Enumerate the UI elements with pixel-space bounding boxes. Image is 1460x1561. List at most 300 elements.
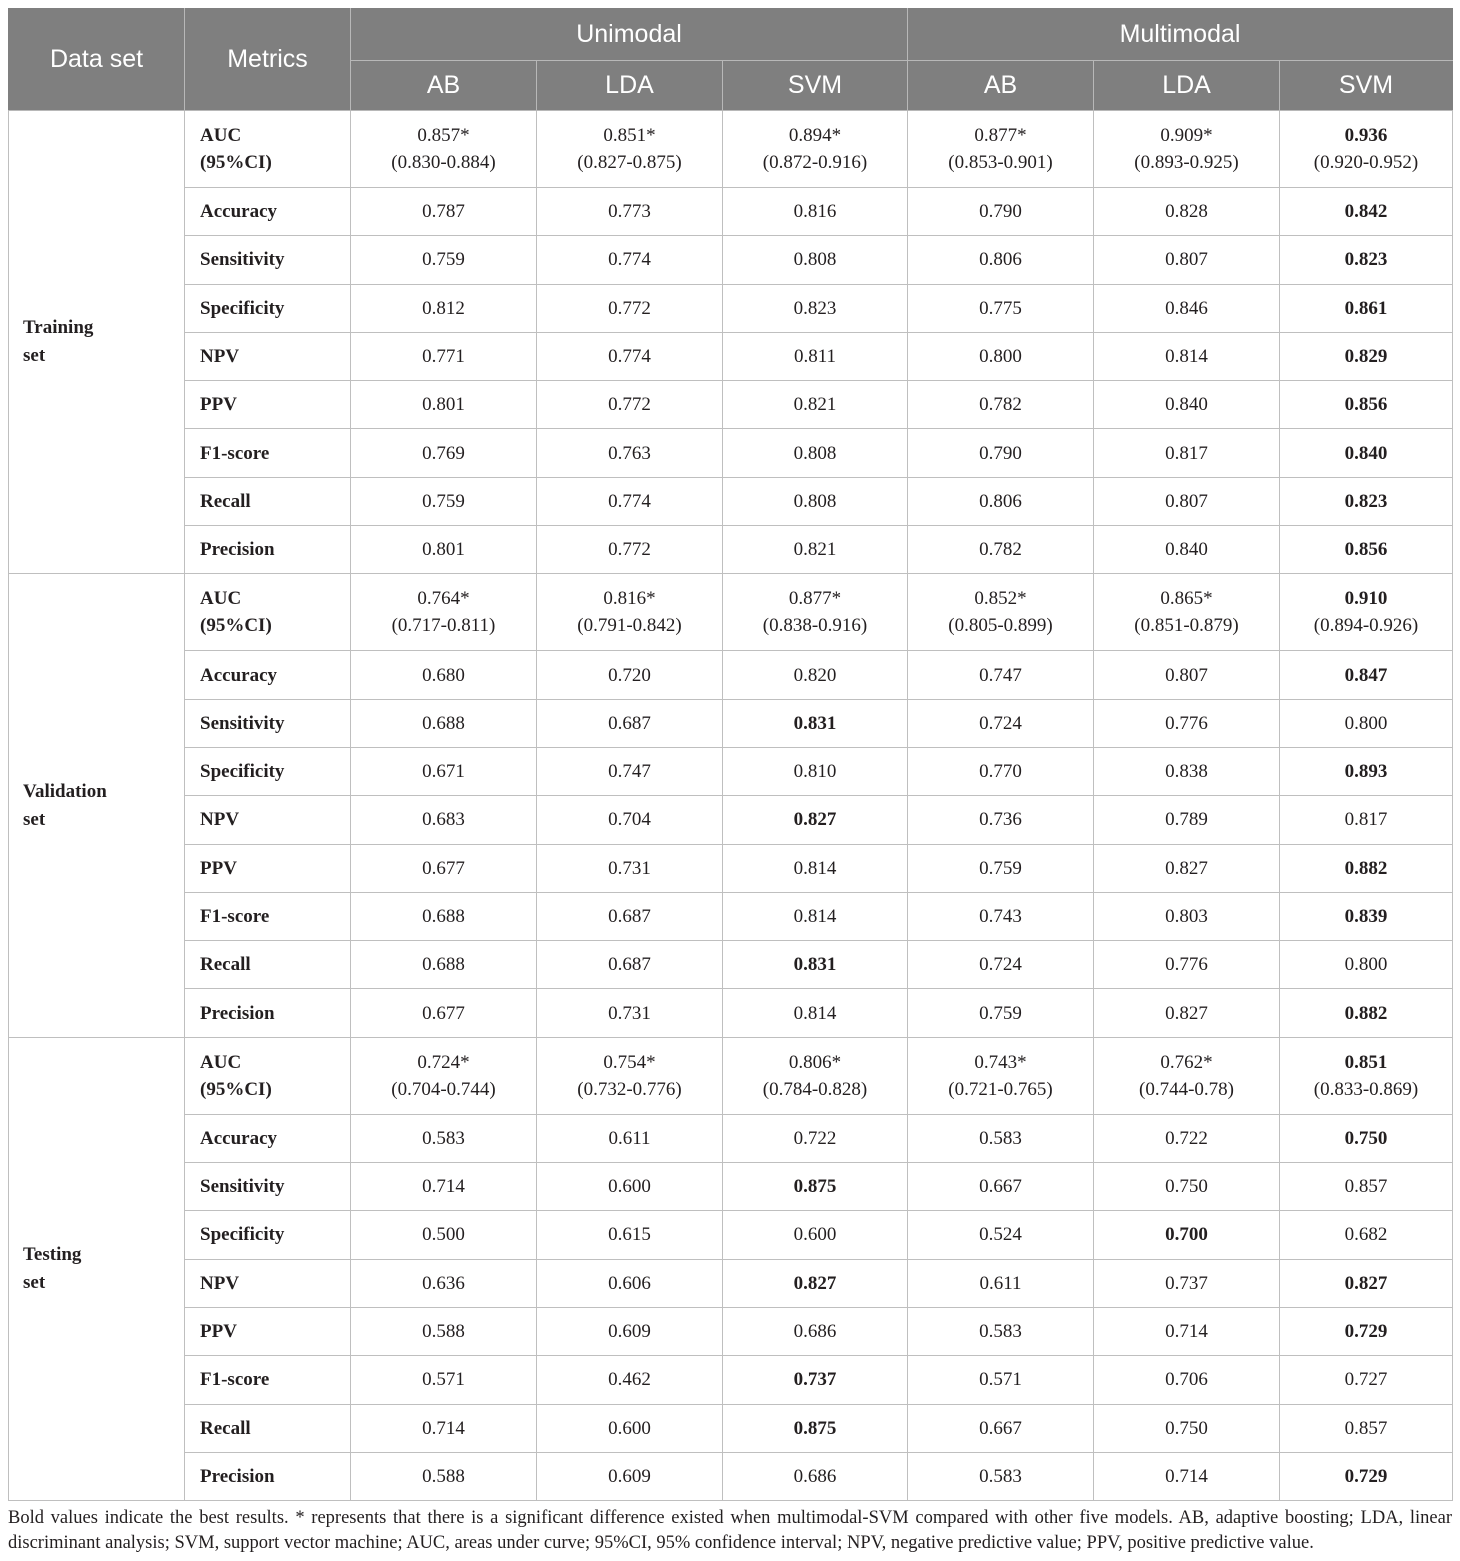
multimodal-svm-value: 0.936 [1344,125,1388,146]
header-unimodal-ab: AB [351,61,537,111]
multimodal-ab-cell [908,989,1094,1037]
multimodal-lda-value: 0.807 [1165,490,1208,512]
unimodal-ab-value: 0.680 [422,664,465,686]
unimodal-ab-cell [351,892,537,940]
multimodal-lda-value: 0.776 [1165,712,1208,734]
unimodal-svm-value: 0.810 [793,761,837,783]
unimodal-ab-cell [351,236,537,284]
multimodal-ab-cell [908,429,1094,477]
unimodal-ab-value: 0.583 [422,1127,465,1149]
metric-label: Precision [200,539,275,561]
multimodal-ab-value: 0.790 [979,201,1022,223]
unimodal-svm-value: 0.686 [793,1465,837,1487]
multimodal-svm-value: 0.800 [1344,712,1388,734]
metric-label: Precision [200,1002,275,1024]
metric-label: Sensitivity [200,712,285,734]
multimodal-svm-value: 0.851 [1344,1051,1388,1073]
multimodal-svm-value: 0.856 [1344,539,1388,561]
multimodal-lda-ci: (0.744-0.78) [1139,1078,1234,1100]
unimodal-lda-cell [537,989,723,1037]
unimodal-ab-cell [351,651,537,699]
unimodal-ab-value: 0.759 [422,249,465,271]
metric-label: Recall [200,1417,251,1439]
unimodal-lda-cell [537,381,723,429]
metric-cell [185,1307,351,1355]
unimodal-lda-value: 0.772 [608,297,651,319]
multimodal-svm-cell [1280,1452,1453,1500]
unimodal-ab-cell [351,574,537,651]
unimodal-svm-cell [723,1404,908,1452]
unimodal-svm-cell [723,381,908,429]
unimodal-svm-value: 0.877* [788,588,842,610]
dataset-label: Validation set [23,780,107,830]
metric-cell [185,574,351,651]
unimodal-svm-cell [723,1037,908,1114]
multimodal-svm-cell [1280,651,1453,699]
multimodal-lda-value: 0.840 [1165,539,1208,561]
multimodal-lda-value: 0.814 [1165,346,1208,368]
metric-label: AUC [200,1051,242,1073]
multimodal-ab-value: 0.775 [979,297,1022,319]
unimodal-ab-value: 0.801 [422,394,465,416]
multimodal-svm-value: 0.750 [1344,1127,1388,1149]
unimodal-ab-value: 0.671 [422,761,465,783]
multimodal-svm-value: 0.857 [1344,1176,1388,1198]
multimodal-lda-value: 0.846 [1165,297,1208,319]
unimodal-svm-value: 0.808 [793,249,837,271]
metric-label: Recall [200,490,251,512]
metric-note: (95%CI) [200,1078,272,1100]
metric-cell [185,1211,351,1259]
unimodal-svm-cell [723,332,908,380]
unimodal-ab-value: 0.759 [422,490,465,512]
multimodal-ab-cell [908,1211,1094,1259]
table-row [9,1259,1453,1307]
unimodal-svm-value: 0.823 [793,297,837,319]
unimodal-lda-cell [537,651,723,699]
metric-label: Specificity [200,297,285,319]
unimodal-svm-cell [723,1307,908,1355]
unimodal-lda-value: 0.774 [608,490,651,512]
header-unimodal-lda: LDA [537,61,723,111]
unimodal-lda-cell [537,429,723,477]
table-row [9,796,1453,844]
table-row [9,332,1453,380]
metric-cell [185,526,351,574]
multimodal-ab-cell [908,844,1094,892]
multimodal-lda-value: 0.750 [1165,1176,1208,1198]
unimodal-lda-cell [537,574,723,651]
multimodal-lda-value: 0.909* [1160,125,1213,146]
header-multimodal-lda: LDA [1094,61,1280,111]
multimodal-ab-value: 0.800 [979,346,1022,368]
multimodal-ab-value: 0.724 [979,712,1022,734]
multimodal-svm-cell [1280,941,1453,989]
multimodal-ab-value: 0.583 [979,1465,1022,1487]
multimodal-ab-value: 0.782 [979,539,1022,561]
metric-label: Specificity [200,761,285,783]
unimodal-lda-cell [537,477,723,525]
multimodal-lda-cell [1094,747,1280,795]
unimodal-ab-cell [351,1211,537,1259]
metric-cell [185,1163,351,1211]
unimodal-ab-cell [351,381,537,429]
multimodal-svm-cell [1280,526,1453,574]
multimodal-svm-ci: (0.833-0.869) [1313,1078,1419,1100]
table-body [9,111,1453,1501]
multimodal-svm-value: 0.839 [1344,906,1388,927]
multimodal-svm-value: 0.910 [1344,588,1388,610]
multimodal-svm-value: 0.856 [1344,394,1388,416]
multimodal-ab-value: 0.736 [979,809,1022,831]
multimodal-svm-cell [1280,284,1453,332]
multimodal-svm-cell [1280,892,1453,940]
unimodal-ab-ci: (0.717-0.811) [391,615,496,637]
multimodal-ab-value: 0.667 [979,1176,1022,1198]
multimodal-svm-value: 0.857 [1344,1417,1388,1439]
multimodal-lda-cell [1094,1356,1280,1404]
header-group-multimodal: Multimodal [908,9,1453,61]
unimodal-ab-cell [351,1307,537,1355]
unimodal-svm-cell [723,1452,908,1500]
metric-cell [185,1452,351,1500]
multimodal-ab-cell [908,188,1094,236]
unimodal-svm-cell [723,1259,908,1307]
multimodal-lda-cell [1094,1307,1280,1355]
unimodal-lda-cell [537,1404,723,1452]
metric-cell [185,989,351,1037]
metric-cell [185,284,351,332]
unimodal-svm-cell [723,526,908,574]
unimodal-ab-value: 0.714 [422,1176,465,1198]
multimodal-ab-cell [908,651,1094,699]
multimodal-ab-cell [908,1452,1094,1500]
multimodal-svm-cell [1280,796,1453,844]
multimodal-ab-cell [908,332,1094,380]
multimodal-svm-cell [1280,111,1453,188]
unimodal-svm-value: 0.821 [793,394,837,416]
metric-cell [185,844,351,892]
metric-label: F1-score [200,906,270,927]
unimodal-lda-value: 0.774 [608,346,651,368]
unimodal-ab-cell [351,1259,537,1307]
metric-cell [185,796,351,844]
metric-label: Sensitivity [200,1176,285,1198]
unimodal-ab-value: 0.787 [422,201,465,223]
header-metrics: Metrics [185,9,351,111]
unimodal-lda-cell [537,188,723,236]
unimodal-lda-cell [537,236,723,284]
table-row [9,1163,1453,1211]
multimodal-ab-cell [908,526,1094,574]
multimodal-lda-cell [1094,526,1280,574]
multimodal-svm-value: 0.823 [1344,490,1388,512]
metric-cell [185,429,351,477]
metric-label: NPV [200,809,240,831]
multimodal-lda-cell [1094,892,1280,940]
unimodal-ab-cell [351,429,537,477]
metric-label: Accuracy [200,201,278,223]
unimodal-lda-value: 0.754* [603,1051,656,1073]
unimodal-svm-cell [723,477,908,525]
multimodal-lda-cell [1094,574,1280,651]
unimodal-svm-cell [723,796,908,844]
unimodal-ab-value: 0.677 [422,857,465,879]
unimodal-lda-cell [537,844,723,892]
unimodal-lda-value: 0.772 [608,394,651,416]
multimodal-lda-ci: (0.851-0.879) [1134,615,1239,637]
unimodal-lda-cell [537,892,723,940]
multimodal-lda-cell [1094,1404,1280,1452]
unimodal-lda-value: 0.611 [608,1127,651,1149]
unimodal-ab-value: 0.812 [422,297,465,319]
unimodal-ab-value: 0.688 [422,954,465,976]
unimodal-svm-value: 0.831 [793,712,837,734]
multimodal-svm-cell [1280,747,1453,795]
unimodal-lda-value: 0.774 [608,249,651,271]
multimodal-lda-cell [1094,651,1280,699]
multimodal-svm-cell [1280,1211,1453,1259]
multimodal-svm-value: 0.882 [1344,857,1388,879]
metric-label: Sensitivity [200,249,285,271]
multimodal-lda-cell [1094,188,1280,236]
multimodal-ab-cell [908,699,1094,747]
unimodal-svm-cell [723,747,908,795]
dataset-cell [9,574,185,1037]
multimodal-svm-value: 0.727 [1344,1369,1388,1391]
multimodal-svm-cell [1280,236,1453,284]
multimodal-lda-cell [1094,844,1280,892]
multimodal-ab-cell [908,747,1094,795]
multimodal-lda-ci: (0.893-0.925) [1134,152,1239,173]
dataset-label: Testing set [23,1243,82,1293]
unimodal-ab-cell [351,1452,537,1500]
unimodal-svm-cell [723,236,908,284]
multimodal-ab-cell [908,941,1094,989]
multimodal-svm-cell [1280,1037,1453,1114]
metric-cell [185,1259,351,1307]
table-row [9,284,1453,332]
dataset-cell [9,111,185,574]
multimodal-ab-value: 0.524 [979,1224,1022,1246]
multimodal-ab-value: 0.759 [979,857,1022,879]
multimodal-lda-cell [1094,796,1280,844]
unimodal-lda-cell [537,111,723,188]
multimodal-lda-value: 0.789 [1165,809,1208,831]
multimodal-ab-value: 0.806 [979,249,1022,271]
multimodal-lda-cell [1094,332,1280,380]
multimodal-lda-cell [1094,111,1280,188]
unimodal-svm-value: 0.814 [793,906,837,927]
multimodal-ab-cell [908,381,1094,429]
metric-cell [185,747,351,795]
unimodal-svm-cell [723,651,908,699]
table-row [9,1452,1453,1500]
metric-cell [185,1356,351,1404]
metric-cell [185,699,351,747]
unimodal-lda-cell [537,699,723,747]
unimodal-ab-value: 0.571 [422,1369,465,1391]
unimodal-lda-cell [537,796,723,844]
table-row [9,1114,1453,1162]
unimodal-lda-value: 0.687 [608,954,651,976]
metric-label: PPV [200,394,237,416]
multimodal-svm-value: 0.840 [1344,442,1388,464]
metric-note: (95%CI) [200,152,272,173]
multimodal-svm-value: 0.682 [1344,1224,1388,1246]
multimodal-lda-value: 0.706 [1165,1369,1208,1391]
multimodal-lda-value: 0.714 [1165,1321,1208,1343]
unimodal-ab-cell [351,1163,537,1211]
table-row [9,526,1453,574]
multimodal-ab-cell [908,111,1094,188]
unimodal-svm-ci: (0.872-0.916) [762,152,868,173]
multimodal-ab-cell [908,477,1094,525]
multimodal-svm-cell [1280,1259,1453,1307]
metric-cell [185,236,351,284]
metric-label: F1-score [200,442,270,464]
multimodal-lda-cell [1094,1114,1280,1162]
table-caption: Bold values indicate the best results. * represents that there is a significant difference existed when multimodal-SVM compared with other five models. AB, adaptive boosting; LDA, linear discriminant analysis; SVM, support vector machine; AUC, areas under curve; 95%CI, 95% confidence interval; NPV, negative predictive value; PPV, positive predictive value. [8,1508,1452,1553]
multimodal-svm-value: 0.729 [1344,1465,1388,1487]
unimodal-svm-cell [723,1211,908,1259]
unimodal-ab-value: 0.769 [422,442,465,464]
table-row [9,1307,1453,1355]
unimodal-ab-cell [351,1037,537,1114]
unimodal-svm-cell [723,429,908,477]
header-dataset: Data set [9,9,185,111]
unimodal-svm-value: 0.806* [788,1051,842,1073]
multimodal-lda-value: 0.737 [1165,1272,1208,1294]
multimodal-lda-value: 0.762* [1160,1051,1213,1073]
multimodal-lda-value: 0.750 [1165,1417,1208,1439]
table-row [9,892,1453,940]
metric-label: PPV [200,857,237,879]
unimodal-svm-value: 0.875 [793,1417,837,1439]
metric-label: F1-score [200,1369,270,1391]
multimodal-ab-cell [908,284,1094,332]
unimodal-svm-cell [723,284,908,332]
multimodal-lda-cell [1094,477,1280,525]
table-row [9,429,1453,477]
multimodal-lda-value: 0.803 [1165,906,1208,927]
multimodal-ab-value: 0.790 [979,442,1022,464]
multimodal-ab-cell [908,1163,1094,1211]
dataset-label: Training set [23,317,94,367]
multimodal-lda-value: 0.865* [1160,588,1213,610]
multimodal-svm-value: 0.882 [1344,1002,1388,1024]
unimodal-svm-value: 0.831 [793,954,837,976]
unimodal-lda-value: 0.615 [608,1224,651,1246]
unimodal-ab-value: 0.764* [417,588,470,610]
unimodal-lda-value: 0.731 [608,1002,651,1024]
unimodal-ab-cell [351,1114,537,1162]
multimodal-lda-cell [1094,1259,1280,1307]
multimodal-ab-cell [908,1037,1094,1114]
multimodal-svm-cell [1280,188,1453,236]
results-table [8,8,1453,1501]
unimodal-svm-cell [723,699,908,747]
unimodal-lda-value: 0.720 [608,664,651,686]
unimodal-lda-cell [537,332,723,380]
metric-label: Accuracy [200,664,278,686]
unimodal-svm-ci: (0.838-0.916) [762,615,868,637]
multimodal-ab-value: 0.759 [979,1002,1022,1024]
multimodal-lda-value: 0.807 [1165,249,1208,271]
metric-label: AUC [200,125,242,146]
table-row [9,188,1453,236]
unimodal-svm-value: 0.827 [793,1272,837,1294]
multimodal-ab-value: 0.770 [979,761,1022,783]
multimodal-svm-cell [1280,332,1453,380]
multimodal-svm-ci: (0.920-0.952) [1313,152,1419,173]
multimodal-ab-cell [908,1404,1094,1452]
unimodal-svm-value: 0.737 [793,1369,837,1391]
unimodal-ab-value: 0.801 [422,539,465,561]
unimodal-ab-cell [351,188,537,236]
unimodal-ab-value: 0.724* [417,1051,470,1073]
multimodal-svm-cell [1280,1114,1453,1162]
unimodal-ab-cell [351,1404,537,1452]
unimodal-ab-cell [351,477,537,525]
header-unimodal-svm: SVM [723,61,908,111]
table-row [9,1037,1453,1114]
unimodal-svm-value: 0.811 [793,346,837,368]
multimodal-ab-value: 0.806 [979,490,1022,512]
unimodal-ab-value: 0.588 [422,1465,465,1487]
unimodal-lda-cell [537,1163,723,1211]
unimodal-svm-value: 0.600 [793,1224,837,1246]
unimodal-lda-value: 0.600 [608,1417,651,1439]
multimodal-ab-value: 0.782 [979,394,1022,416]
unimodal-svm-value: 0.722 [793,1127,837,1149]
unimodal-lda-value: 0.747 [608,761,651,783]
table-row [9,989,1453,1037]
multimodal-lda-value: 0.840 [1165,394,1208,416]
unimodal-lda-cell [537,526,723,574]
header-row [9,9,1453,61]
multimodal-svm-cell [1280,699,1453,747]
unimodal-svm-cell [723,574,908,651]
table-row [9,651,1453,699]
multimodal-svm-cell [1280,989,1453,1037]
unimodal-svm-cell [723,188,908,236]
metric-note: (95%CI) [200,615,272,637]
dataset-cell [9,1037,185,1500]
unimodal-ab-value: 0.588 [422,1321,465,1343]
metric-label: NPV [200,346,240,368]
table-row [9,844,1453,892]
multimodal-ab-value: 0.747 [979,664,1022,686]
multimodal-lda-value: 0.827 [1165,857,1208,879]
table-row [9,381,1453,429]
unimodal-svm-ci: (0.784-0.828) [762,1078,868,1100]
multimodal-ab-value: 0.667 [979,1417,1022,1439]
unimodal-ab-cell [351,747,537,795]
multimodal-svm-cell [1280,844,1453,892]
multimodal-ab-value: 0.877* [974,125,1027,146]
multimodal-ab-cell [908,1259,1094,1307]
multimodal-svm-value: 0.842 [1344,201,1388,223]
multimodal-lda-cell [1094,1452,1280,1500]
unimodal-lda-value: 0.462 [608,1369,651,1391]
multimodal-ab-cell [908,1307,1094,1355]
unimodal-lda-ci: (0.732-0.776) [577,1078,682,1100]
multimodal-ab-value: 0.583 [979,1321,1022,1343]
multimodal-svm-value: 0.829 [1344,346,1388,368]
multimodal-ab-ci: (0.721-0.765) [948,1078,1053,1100]
multimodal-lda-cell [1094,1211,1280,1259]
